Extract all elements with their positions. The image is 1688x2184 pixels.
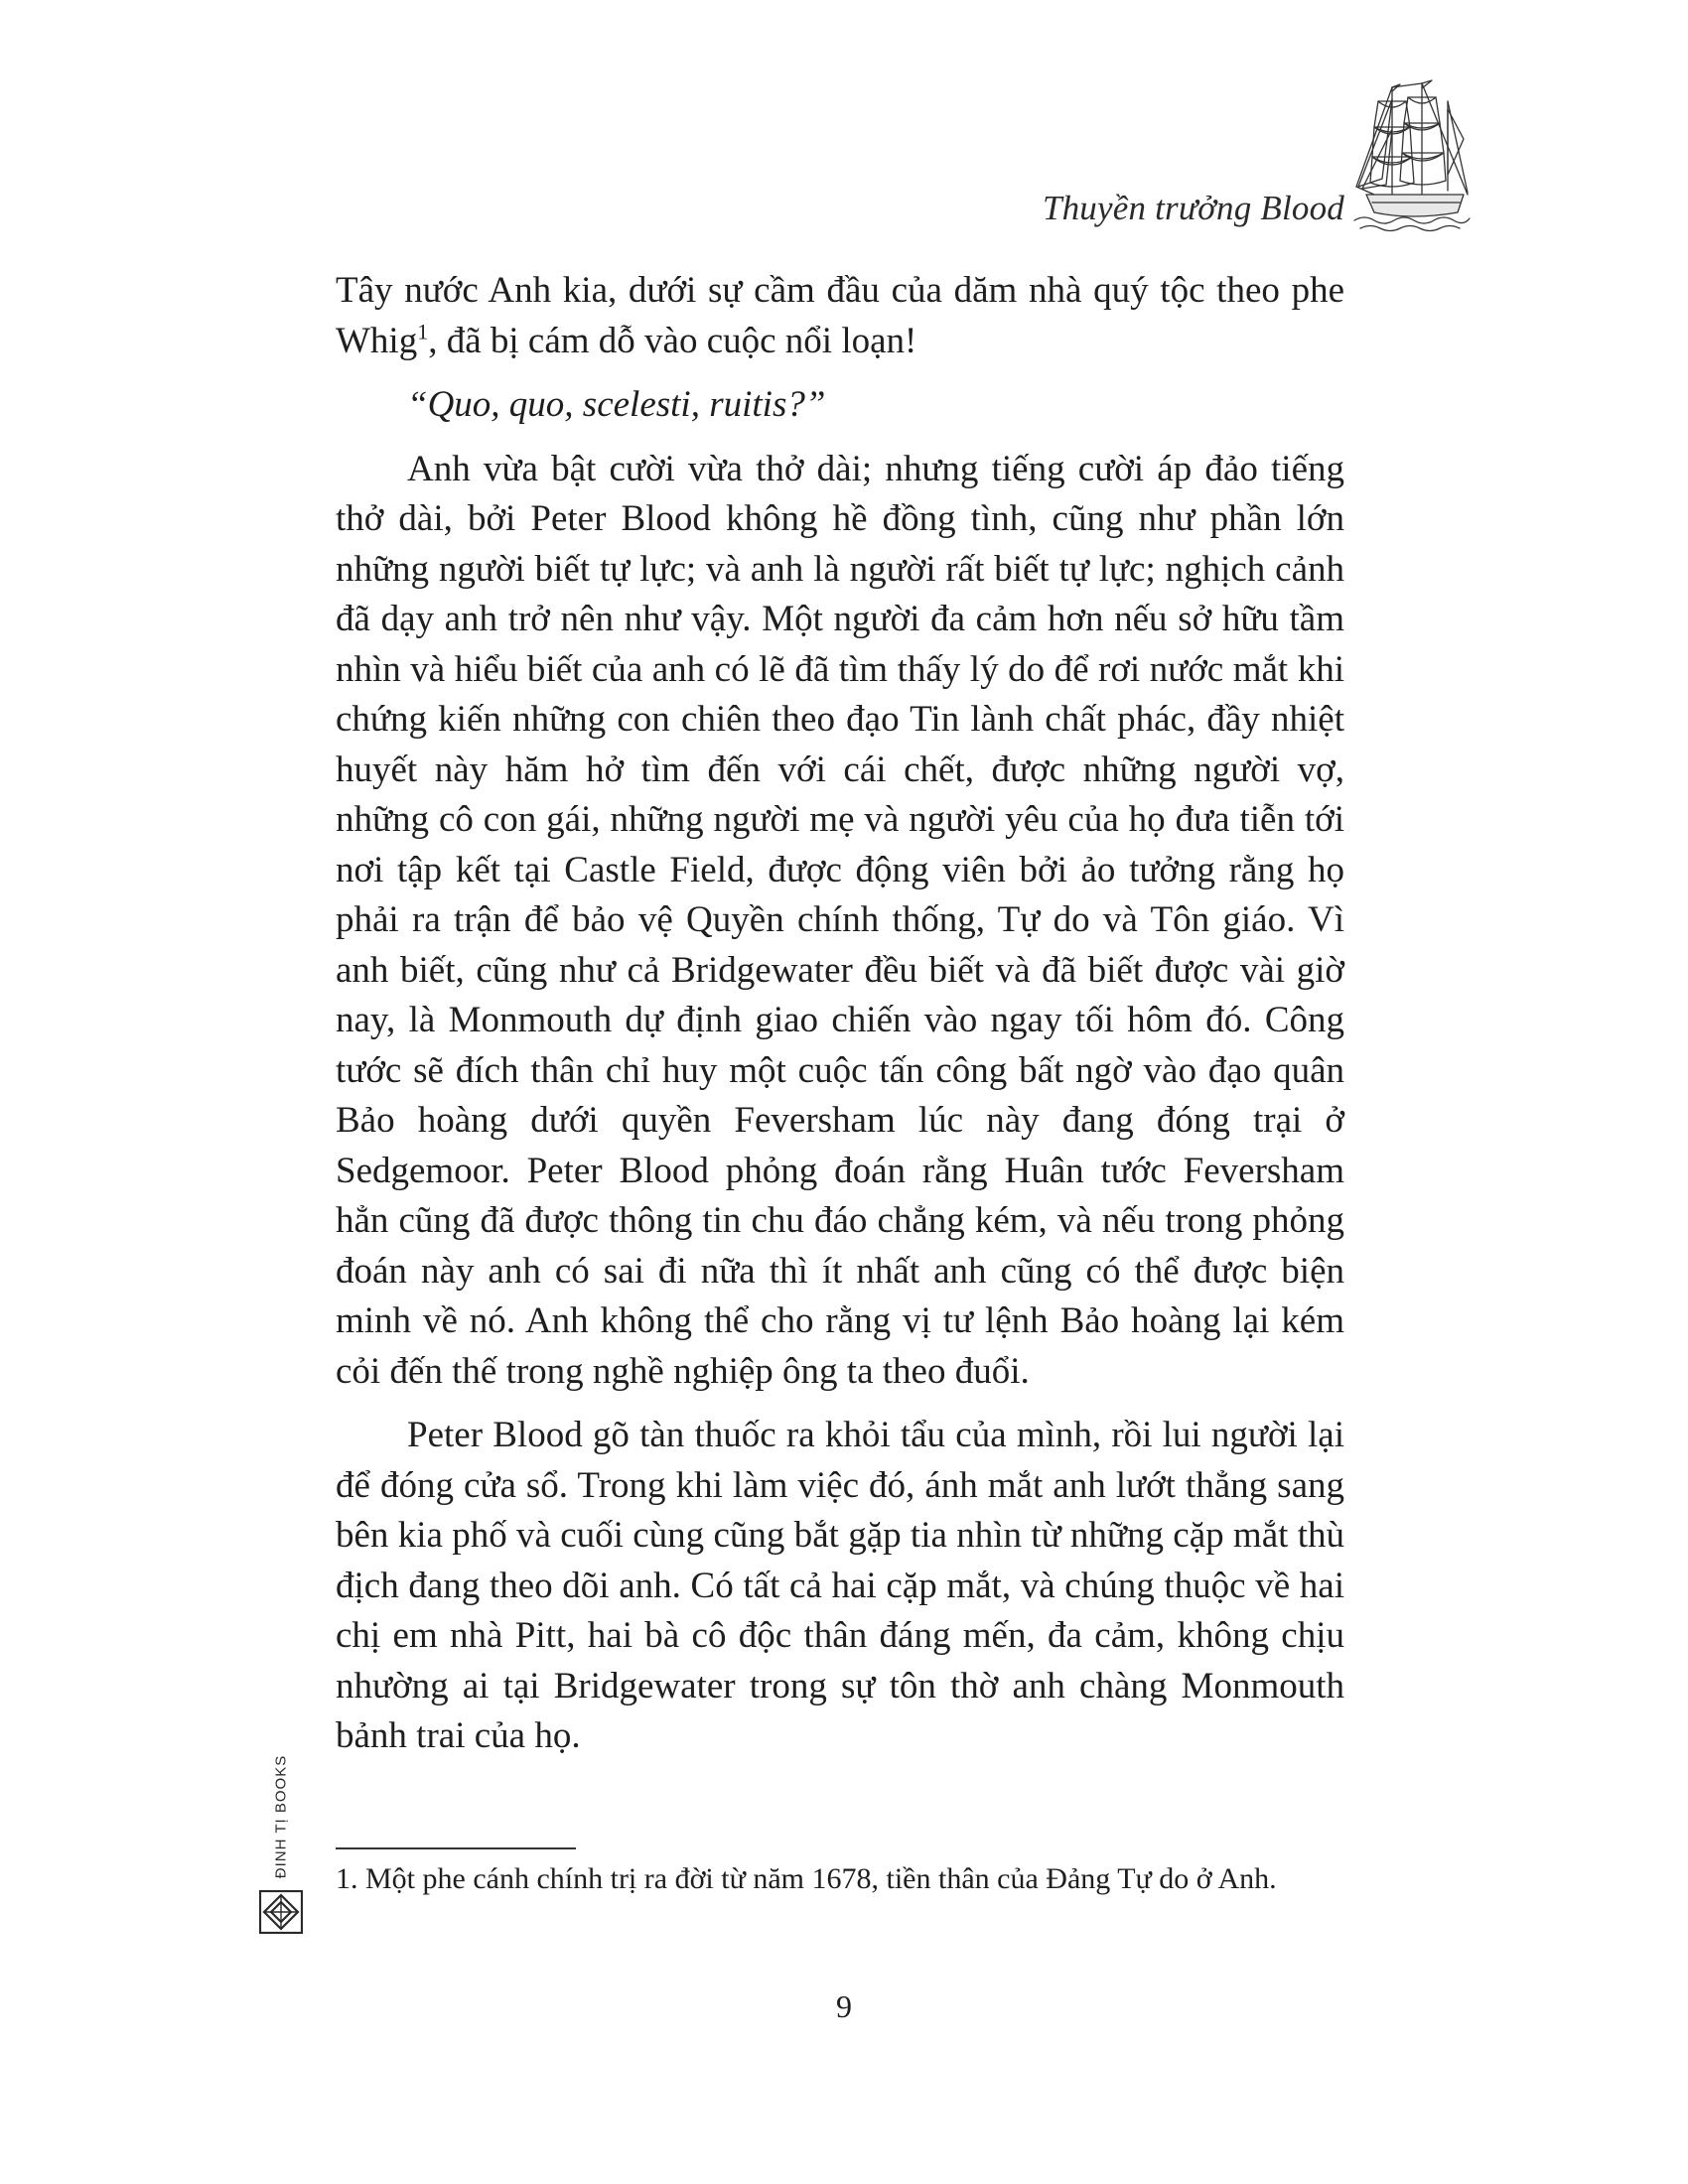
latin-quote: “Quo, quo, scelesti, ruitis?” — [407, 384, 826, 425]
page-number: 9 — [836, 1988, 852, 2024]
running-head-title: Thuyền trưởng Blood — [1042, 189, 1344, 227]
footnote: 1. Một phe cánh chính trị ra đời từ năm 1678, tiền thân của Đảng Tự do ở Anh. — [336, 1862, 1277, 1895]
dinh-ti-logo-icon — [259, 1890, 303, 1934]
publisher-mark — [256, 1754, 306, 1936]
paragraph-3: Peter Blood gõ tàn thuốc ra khỏi tẩu của mình, rồi lui người lại để đóng cửa sổ. Trong khi làm việc đó, ánh mắt anh lướt thẳng sang bên kia phố và cuối cùng cũng bắt gặp tia nhìn từ những cặp mắt thù địch đang theo dõi anh. Có tất cả hai cặp mắt, và chúng thuộc về hai chị em nhà Pitt, hai bà cô độc thân đáng mến, đa cảm, không chịu nhường ai tại Bridgewater trong sự tôn thờ anh chàng Monmouth bảnh trai của họ. — [336, 1415, 1344, 1756]
paragraph-2: Anh vừa bật cười vừa thở dài; nhưng tiếng cười áp đảo tiếng thở dài, bởi Peter Blood không hề đồng tình, cũng như phần lớn những người biết tự lực; và anh là người rất biết tự lực; nghịch cảnh đã dạy anh trở nên như vậy. Một người đa cảm hơn nếu sở hữu tầm nhìn và hiểu biết của anh có lẽ đã tìm thấy lý do để rơi nước mắt khi chứng kiến những con chiên theo đạo Tin lành chất phác, đầy nhiệt huyết này hăm hở tìm đến với cái chết, được những người vợ, những cô con gái, những người mẹ và người yêu của họ đưa tiễn tới nơi tập kết tại Castle Field, được động viên bởi ảo tưởng rằng họ phải ra trận để bảo vệ Quyền chính thống, Tự do và Tôn giáo. Vì anh biết, cũng như cả Bridgewater đều biết và đã biết được vài giờ nay, là Monmouth dự định giao chiến vào ngay tối hôm đó. Công tước sẽ đích thân chỉ huy một cuộc tấn công bất ngờ vào đạo quân Bảo hoàng dưới quyền Feversham lúc này đang đóng trại ở Sedgemoor. Peter Blood phỏng đoán rằng Huân tước Feversham hẳn cũng đã được thông tin chu đáo chẳng kém, và nếu trong phỏng đoán này anh có sai đi nữa thì ít nhất anh cũng có thể được biện minh về nó. Anh không thể cho rằng vị tư lệnh Bảo hoàng lại kém cỏi đến thế trong nghề nghiệp ông ta theo đuổi. — [336, 448, 1344, 1392]
paragraph-1 — [336, 266, 1344, 366]
footnote-reference: 1 — [417, 319, 429, 344]
sailing-ship-icon — [1352, 79, 1472, 233]
paragraph-1-text: Tây nước Anh kia, dưới sự cầm đầu của dăm nhà quý tộc theo phe Whig — [336, 270, 1344, 361]
body-text — [336, 266, 1344, 1762]
footnote-divider — [336, 1847, 576, 1849]
publisher-name: ĐINH TỊ BOOKS — [272, 1754, 290, 1879]
paragraph-1-tail: , đã bị cám dỗ vào cuộc nổi loạn! — [428, 320, 917, 361]
